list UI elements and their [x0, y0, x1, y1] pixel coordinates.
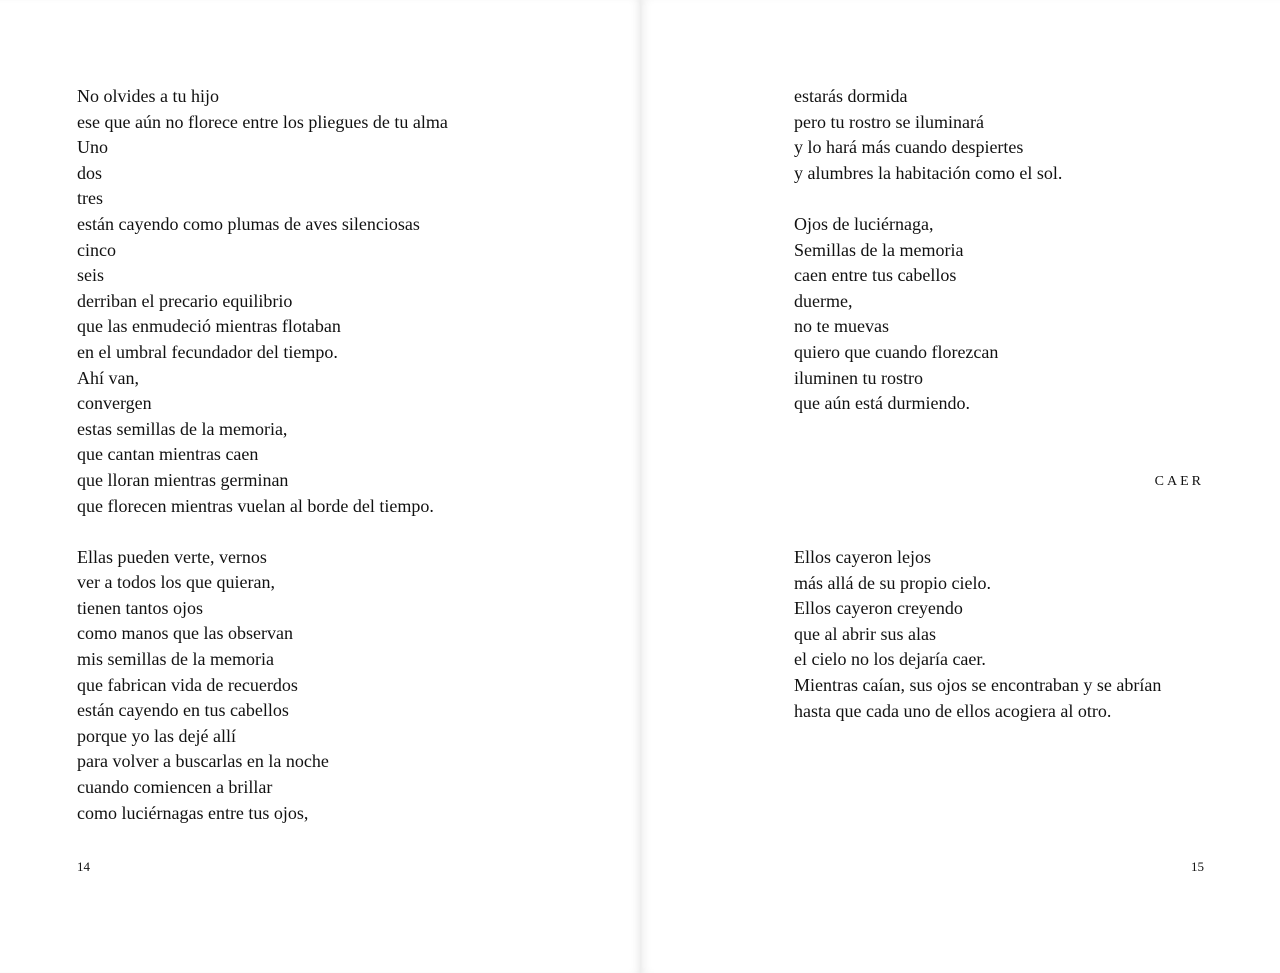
poem-line: pero tu rostro se iluminará [794, 111, 984, 132]
poem-line: No olvides a tu hijo [77, 86, 219, 106]
poem-line: quiero que cuando florezcan [794, 341, 999, 362]
poem-line: cuando comiencen a brillar [77, 777, 273, 798]
poem-line: Uno [77, 137, 108, 158]
left-stanza-2 [77, 545, 597, 827]
poem-line: están cayendo como plumas de aves silenciosas [77, 213, 420, 234]
poem-line: en el umbral fecundador del tiempo. [77, 341, 338, 362]
right-stanza-1 [794, 84, 1234, 186]
right-stanza-2 [794, 212, 1234, 417]
poem-line: convergen [77, 393, 152, 414]
poem-line: porque yo las dejé allí [77, 725, 236, 746]
poem-line: y lo hará más cuando despiertes [794, 137, 1024, 158]
poem-line: Ellos cayeron lejos [794, 547, 931, 567]
poem-line: estarás dormida [794, 86, 908, 106]
poem-line: y alumbres la habitación como el sol. [794, 162, 1063, 183]
poem-line: estas semillas de la memoria, [77, 418, 288, 439]
poem-line: duerme, [794, 290, 853, 311]
stanza-break [77, 519, 597, 545]
poem-line: el cielo no los dejaría caer. [794, 649, 986, 670]
poem-line: como luciérnagas entre tus ojos, [77, 802, 309, 823]
poem-line: Ahí van, [77, 367, 139, 388]
poem-line: caen entre tus cabellos [794, 265, 957, 286]
poem-line: Mientras caían, sus ojos se encontraban y se abrían [794, 674, 1162, 695]
poem-line: que fabrican vida de recuerdos [77, 674, 298, 695]
right-poem-upper [794, 84, 1234, 417]
poem-line: más allá de su propio cielo. [794, 572, 991, 593]
left-poem [77, 84, 597, 826]
poem-line: tres [77, 188, 103, 209]
poem-line: ese que aún no florece entre los pliegues de tu alma [77, 111, 448, 132]
section-title: CAER [1154, 474, 1204, 489]
poem-line: no te muevas [794, 316, 889, 337]
poem-line: Ojos de luciérnaga, [794, 213, 934, 234]
poem-line: están cayendo en tus cabellos [77, 700, 289, 721]
poem-line: ver a todos los que quieran, [77, 572, 275, 593]
page-number-right: 15 [1191, 859, 1204, 874]
right-page [640, 0, 1280, 973]
poem-line: cinco [77, 239, 116, 260]
poem-line: Ellas pueden verte, vernos [77, 546, 267, 567]
poem-line: seis [77, 265, 104, 286]
page-number-left: 14 [77, 859, 90, 874]
poem-line: Ellos cayeron creyendo [794, 598, 963, 619]
poem-line: tienen tantos ojos [77, 597, 203, 618]
poem-line: derriban el precario equilibrio [77, 290, 293, 311]
poem-line: que al abrir sus alas [794, 623, 936, 644]
poem-line: dos [77, 162, 103, 183]
poem-line: hasta que cada uno de ellos acogiera al otro. [794, 700, 1112, 721]
poem-line: Semillas de la memoria [794, 239, 964, 260]
poem-line: para volver a buscarlas en la noche [77, 751, 329, 772]
poem-line: que cantan mientras caen [77, 444, 259, 465]
stanza-break [794, 186, 1234, 212]
poem-line: que lloran mientras germinan [77, 469, 289, 490]
poem-line: que las enmudeció mientras flotaban [77, 316, 341, 337]
poem-line: que florecen mientras vuelan al borde del tiempo. [77, 495, 434, 516]
poem-line: como manos que las observan [77, 623, 293, 644]
right-poem-lower [794, 545, 1234, 724]
poem-line: iluminen tu rostro [794, 367, 923, 388]
poem-line: mis semillas de la memoria [77, 649, 274, 670]
poem-line: que aún está durmiendo. [794, 393, 970, 414]
left-stanza-1 [77, 84, 597, 519]
